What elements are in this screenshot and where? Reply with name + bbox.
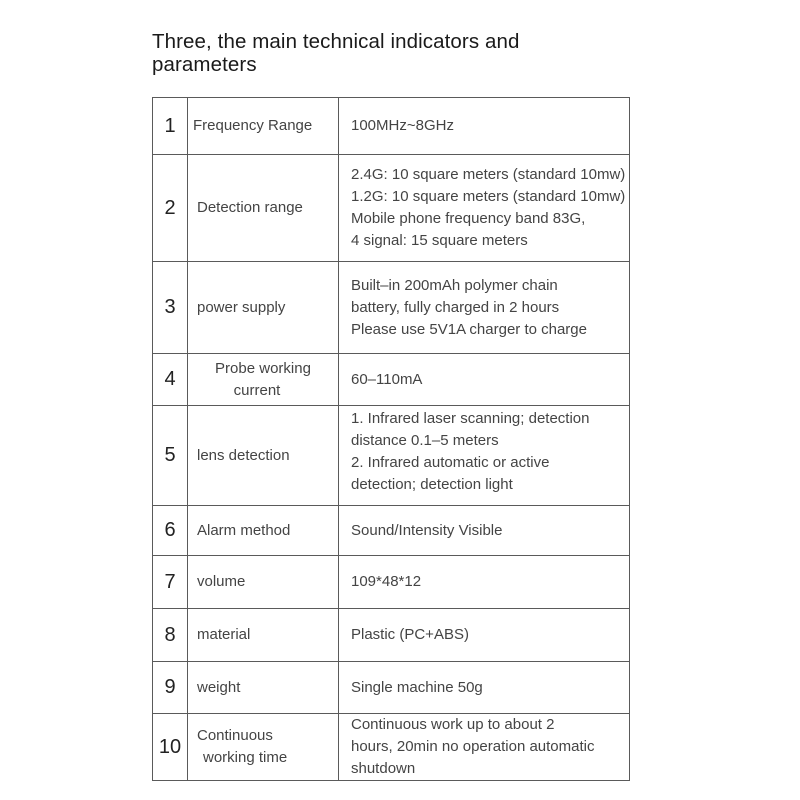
table-row [153,354,630,406]
table-row [153,506,630,556]
table-row [153,556,630,609]
row-number: 6 [153,506,188,556]
parameter-label [188,662,339,714]
value-line: detection; detection light [351,476,513,493]
label-line: lens detection [197,446,290,464]
label-line: weight [197,678,241,696]
value-line: 4 signal: 15 square meters [351,232,528,249]
row-number: 5 [153,406,188,506]
label-line: current [233,381,281,399]
row-number: 4 [153,354,188,406]
row-number: 9 [153,662,188,714]
parameter-label [188,609,339,662]
value-line: Plastic (PC+ABS) [351,626,469,643]
row-number: 1 [153,98,188,155]
value-line: Continuous work up to about 2 [351,716,555,733]
value-line: 2.4G: 10 square meters (standard 10mw) [351,166,626,183]
parameter-value [339,406,630,506]
value-line: Built–in 200mAh polymer chain [351,276,558,294]
page-title: Three, the main technical indicators and parameters [152,30,520,76]
table-row [153,406,630,506]
table-row [153,609,630,662]
table-row [153,714,630,781]
row-number: 3 [153,262,188,354]
parameter-value [339,506,630,556]
label-line: Alarm method [197,521,291,539]
value-line: 109*48*12 [351,573,422,590]
value-line: shutdown [351,760,416,777]
value-line: Single machine 50g [351,678,483,696]
parameters-table [152,97,630,781]
value-line: hours, 20min no operation automatic [351,738,595,755]
parameter-label [188,354,339,406]
row-number: 10 [153,714,188,781]
label-line: material [197,626,251,643]
value-line: Mobile phone frequency band 83G, [351,210,586,227]
table-row [153,155,630,262]
parameter-value [339,662,630,714]
value-line: 60–110mA [351,370,423,388]
value-line: 1. Infrared laser scanning; detection [351,410,590,427]
parameter-label [188,262,339,354]
label-line: Continuous [197,727,273,744]
value-line: distance 0.1–5 meters [351,432,499,449]
parameter-value [339,98,630,155]
row-number: 7 [153,556,188,609]
parameter-label [188,714,339,781]
value-line: 1.2G: 10 square meters (standard 10mw) [351,188,626,205]
label-line: volume [197,573,246,590]
label-line: power supply [197,298,286,316]
value-line: 2. Infrared automatic or active [351,454,550,471]
value-line: Please use 5V1A charger to charge [351,320,587,338]
table-row [153,662,630,714]
label-line: Frequency Range [193,117,313,134]
parameter-label [188,556,339,609]
parameter-label [188,155,339,262]
row-number: 2 [153,155,188,262]
parameter-value [339,556,630,609]
label-line: working time [203,749,288,766]
parameter-value [339,609,630,662]
value-line: 100MHz~8GHz [351,117,454,134]
parameter-label [188,506,339,556]
label-line: Probe working [215,359,311,377]
table-row [153,262,630,354]
label-line: Detection range [197,199,303,216]
table-row [153,98,630,155]
parameter-value [339,714,630,781]
parameter-label [188,98,339,155]
value-line: Sound/Intensity Visible [351,521,503,539]
parameter-value [339,262,630,354]
parameter-value [339,354,630,406]
value-line: battery, fully charged in 2 hours [351,298,560,316]
parameter-label [188,406,339,506]
row-number: 8 [153,609,188,662]
parameter-value [339,155,630,262]
